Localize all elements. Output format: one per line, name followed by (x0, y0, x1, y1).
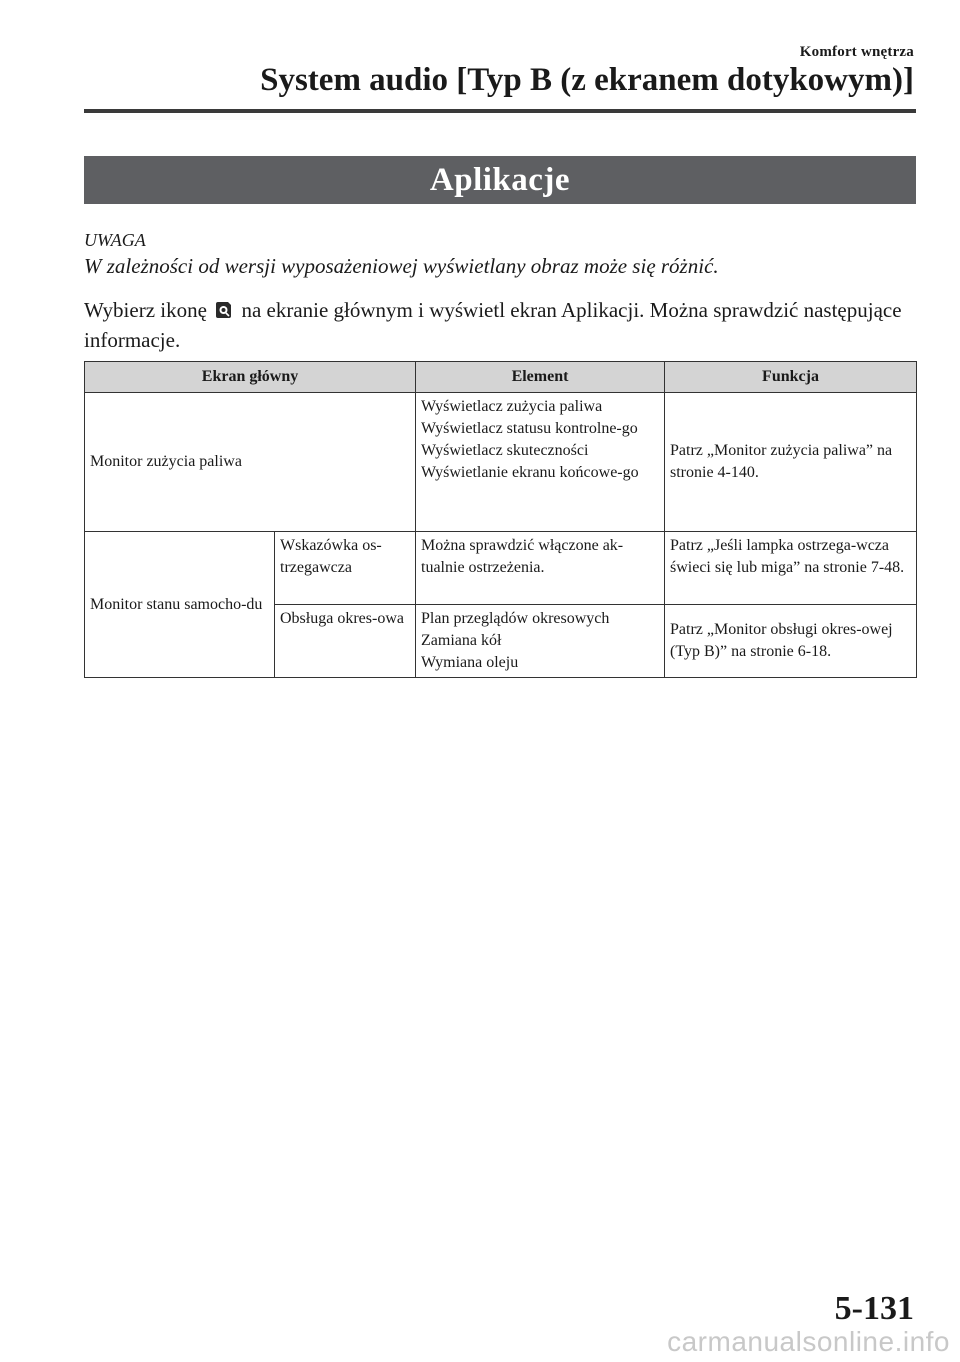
maintenance-cell: Obsługa okres-owa (275, 605, 416, 678)
page-number: 5-131 (834, 1290, 914, 1327)
note-label: UWAGA (84, 230, 146, 250)
table-row (85, 393, 917, 532)
fuel-monitor-function: Patrz „Monitor zużycia paliwa” na stronie 4-140. (665, 393, 917, 532)
banner-title: Aplikacje (429, 161, 571, 198)
maintenance-function: Patrz „Monitor obsługi okres-owej (Typ B)” na stronie 6-18. (665, 605, 917, 678)
section-banner (84, 156, 916, 204)
table-header-row (85, 362, 917, 393)
element-line: Wyświetlacz zużycia paliwa (421, 398, 603, 415)
applications-icon (215, 300, 233, 320)
note-text: W zależności od wersji wyposażeniowej wyświetlany obraz może się różnić. (84, 254, 719, 278)
element-line: Wyświetlacz skuteczności (421, 442, 589, 459)
applications-table (84, 361, 917, 678)
header-function: Funkcja (665, 362, 917, 393)
warning-indicator-cell: Wskazówka os-trzegawcza (275, 532, 416, 605)
warning-indicator-function: Patrz „Jeśli lampka ostrzega-wcza świeci się lub miga” na stronie 7-48. (665, 532, 917, 605)
element-line: Zamiana kół (421, 632, 502, 649)
section-label: Komfort wnętrza (799, 44, 914, 60)
header-element: Element (416, 362, 665, 393)
header-rule (84, 109, 916, 113)
element-line: Wyświetlacz statusu kontrolne-go (421, 420, 638, 437)
element-line: Plan przeglądów okresowych (421, 610, 610, 627)
page-header-title: System audio [Typ B (z ekranem dotykowym)] (260, 62, 914, 98)
intro-text-after: na ekranie głównym i wyświetl ekran Aplikacji. Można sprawdzić następujące informacje. (84, 298, 902, 352)
table-row (85, 532, 917, 605)
element-line: Wyświetlanie ekranu końcowe-go (421, 464, 639, 481)
header-main-screen: Ekran główny (85, 362, 416, 393)
element-line: Wymiana oleju (421, 654, 519, 671)
warning-indicator-element: Można sprawdzić włączone ak-tualnie ostrzeżenia. (416, 532, 665, 605)
watermark: carmanualsonline.info (667, 1326, 950, 1357)
vehicle-status-cell: Monitor stanu samocho-du (85, 532, 275, 678)
fuel-monitor-elements (416, 393, 665, 532)
fuel-monitor-cell: Monitor zużycia paliwa (85, 393, 416, 532)
intro-paragraph (84, 295, 914, 355)
maintenance-elements (416, 605, 665, 678)
intro-text-before: Wybierz ikonę (84, 298, 207, 322)
